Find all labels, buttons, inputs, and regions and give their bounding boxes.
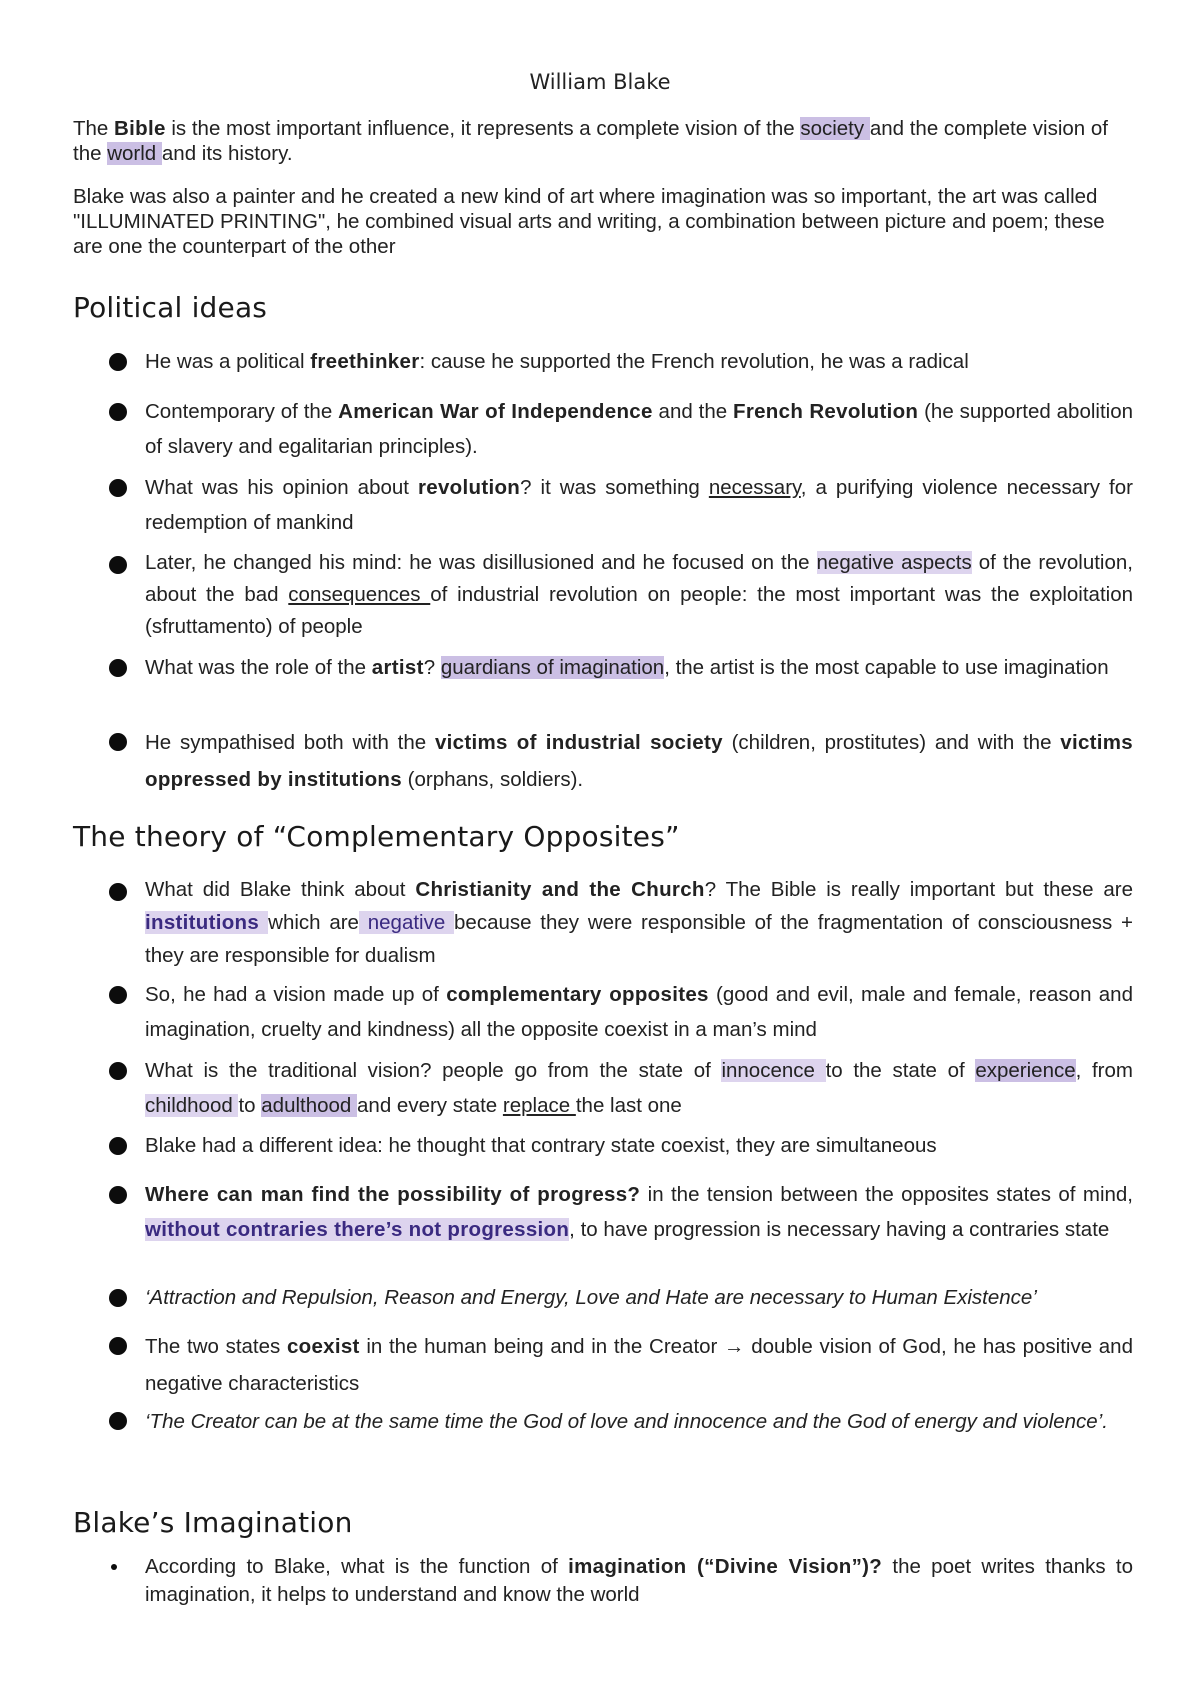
highlight-without-contraries: without contraries there’s not progression xyxy=(145,1218,570,1241)
bullet-icon xyxy=(111,1564,117,1570)
bullet-icon xyxy=(109,1337,127,1355)
highlight-childhood: childhood xyxy=(145,1094,239,1117)
bullet-icon xyxy=(109,883,127,901)
bullet-icon xyxy=(109,1062,127,1080)
list-item-christianity: What did Blake think about Christianity and the Church? The Bible is really important but these are institutions which are negative because they were responsible of the fragmentation of consciousness + they are responsible for dualism xyxy=(145,878,1133,967)
bullet-icon xyxy=(109,1186,127,1204)
bullet-icon xyxy=(109,1289,127,1307)
list-item-traditional-vision: What is the traditional vision? people go from the state of innocence to the state of experience, from childhood to adulthood and every state replace the last one xyxy=(145,1059,1133,1117)
heading-political-ideas: Political ideas xyxy=(73,291,268,324)
list-item-revolution-opinion: What was his opinion about revolution? it was something necessary, a purifying violence necessary for redemption of mankind xyxy=(145,476,1133,534)
bullet-icon xyxy=(109,986,127,1004)
list-item-artist-role: What was the role of the artist? guardians of imagination, the artist is the most capable to use imagination xyxy=(145,656,1109,679)
highlight-institutions: institutions xyxy=(145,911,269,934)
bullet-icon xyxy=(109,479,127,497)
intro-paragraph-illuminated-printing: Blake was also a painter and he created a new kind of art where imagination was so important, the art was called "ILLUMINATED PRINTING", he combined visual arts and writing, a combination between picture and poem; these are one the counterpart of the other xyxy=(73,185,1105,258)
highlight-guardians-of-imagination: guardians of imagination xyxy=(440,656,665,679)
list-item-contemporary: Contemporary of the American War of Independence and the French Revolution (he supported abolition of slavery and egalitarian principles). xyxy=(145,400,1134,458)
highlight-society: society xyxy=(800,117,870,140)
heading-complementary-opposites: The theory of “Complementary Opposites” xyxy=(73,820,680,853)
list-item-freethinker: He was a political freethinker: cause he supported the French revolution, he was a radical xyxy=(145,350,969,373)
intro-paragraph-bible: The Bible is the most important influence, it represents a complete vision of the society and the complete vision of the world and its history. xyxy=(73,117,1109,165)
list-item-vision-opposites: So, he had a vision made up of complementary opposites (good and evil, male and female, reason and imagination, cruelty and kindness) all the opposite coexist in a man’s mind xyxy=(145,983,1133,1041)
bullet-icon xyxy=(109,733,127,751)
list-item-coexist: The two states coexist in the human being and in the Creator → double vision of God, he has positive and negative characteristics xyxy=(145,1335,1133,1395)
highlight-negative: negative xyxy=(358,911,455,934)
list-item-changed-mind: Later, he changed his mind: he was disillusioned and he focused on the negative aspects of the revolution, about the bad consequences of industrial revolution on people: the most important was the exploitation (sfruttamento) of people xyxy=(145,551,1134,638)
highlight-experience: experience xyxy=(975,1059,1076,1082)
list-item-different-idea: Blake had a different idea: he thought that contrary state coexist, they are simultaneous xyxy=(145,1134,937,1157)
highlight-negative-aspects: negative aspects xyxy=(816,551,972,574)
bullet-icon xyxy=(109,556,127,574)
bullet-icon xyxy=(109,1137,127,1155)
bullet-icon xyxy=(109,1412,127,1430)
highlight-adulthood: adulthood xyxy=(261,1094,358,1117)
list-item-victims: He sympathised both with the victims of industrial society (children, prostitutes) and with the victims oppressed by institutions (orphans, soldiers). xyxy=(145,731,1133,791)
bullet-icon xyxy=(109,659,127,677)
list-item-function-imagination: According to Blake, what is the function of imagination (“Divine Vision”)? the poet writes thanks to imagination, it helps to understand and know the world xyxy=(145,1555,1134,1606)
list-item-quote-attraction: ‘Attraction and Repulsion, Reason and Energy, Love and Hate are necessary to Human Existence’ xyxy=(145,1286,1037,1309)
highlight-world: world xyxy=(107,142,162,165)
document-title: William Blake xyxy=(529,70,671,94)
list-item-quote-creator: ‘The Creator can be at the same time the God of love and innocence and the God of energy and violence’. xyxy=(145,1410,1108,1433)
bullet-icon xyxy=(109,353,127,371)
highlight-innocence: innocence xyxy=(721,1059,826,1082)
list-item-progress: Where can man find the possibility of progress? in the tension between the opposites states of mind, without contraries there’s not progression, to have progression is necessary having a contraries state xyxy=(145,1183,1133,1241)
heading-blakes-imagination: Blake’s Imagination xyxy=(73,1506,353,1539)
bullet-icon xyxy=(109,403,127,421)
